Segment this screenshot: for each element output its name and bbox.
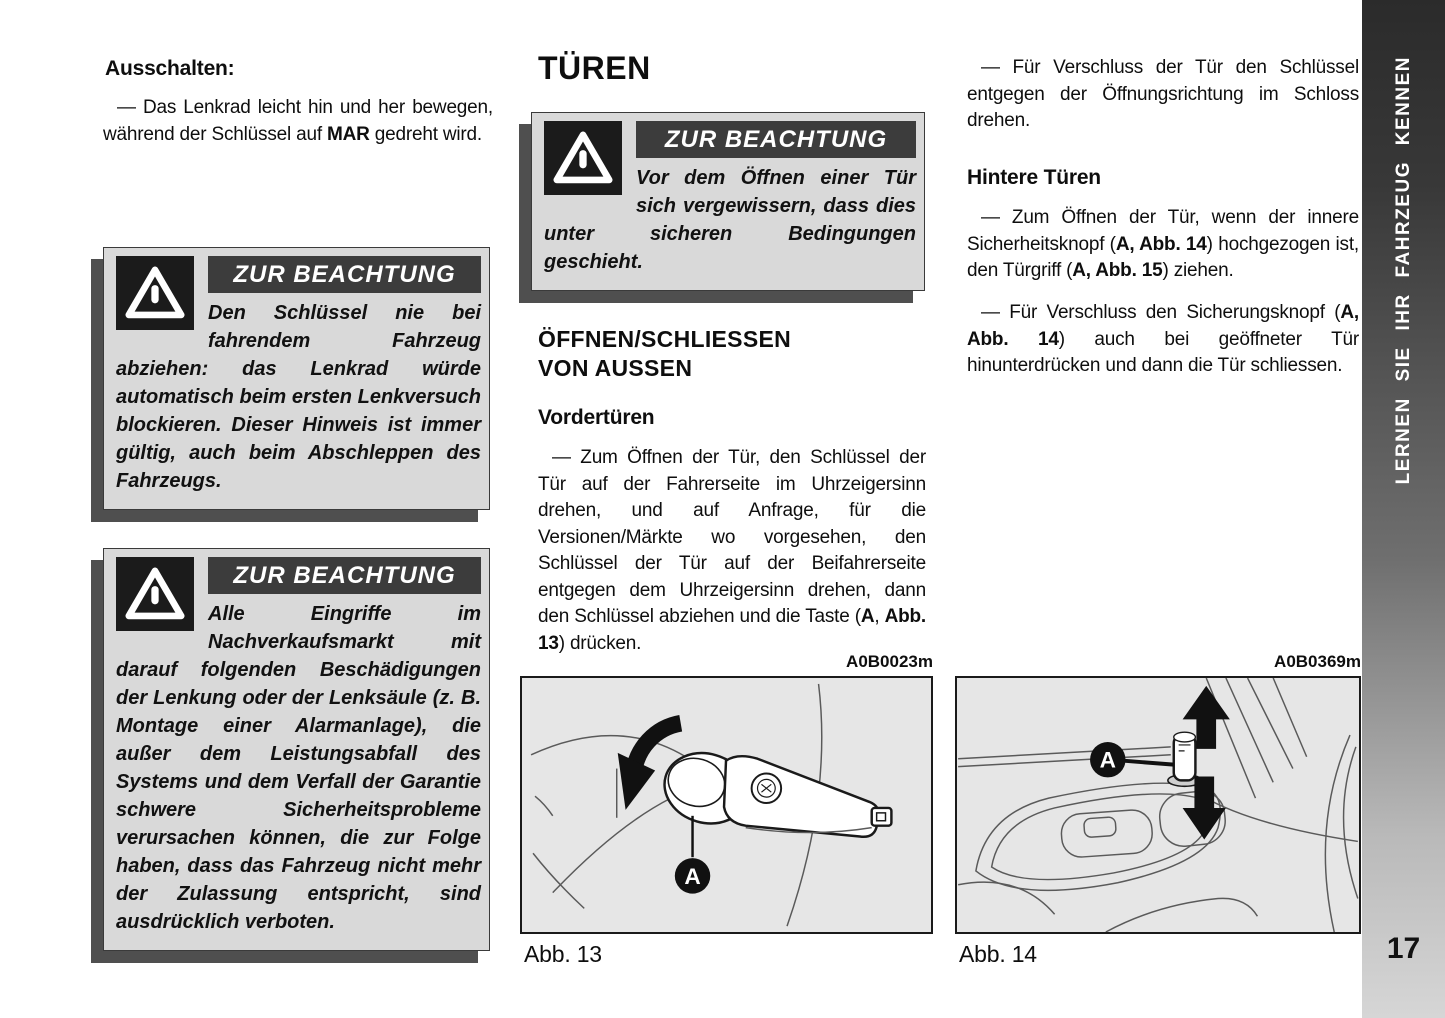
warning-header: ZUR BEACHTUNG [636, 121, 916, 158]
warning-header: ZUR BEACHTUNG [208, 557, 481, 594]
warning-triangle-icon [116, 256, 194, 330]
warning-text: Vor dem Öffnen einer Tür sich vergewissern, dass dies unter sicheren Bedingungen geschieht. [544, 167, 916, 273]
left-paragraph: — Das Lenkrad leicht hin und her bewegen, während der Schlüssel auf MAR gedreht wird. [103, 97, 493, 145]
warning-box-steering [103, 247, 490, 510]
marker-a-letter: A [684, 863, 701, 889]
figure-13-door-key-illustration [520, 676, 933, 934]
warning-header: ZUR BEACHTUNG [208, 256, 481, 293]
marker-leader-line [1124, 761, 1174, 765]
section-heading [538, 325, 791, 383]
warning-text: Alle Eingriffe im Nachverkaufsmarkt mit darauf folgenden Beschädigungen der Lenkung oder der Lenksäule (z. B. Montage einer Alarmanlage), die außer dem Leistungsabfall des Systems und dem Verfall der Garantie schwere Sicherheitsprobleme verursachen können, die zur Folge haben, dass das Fahrzeug nicht mehr der Zulassung entspricht, sind ausdrücklich verboten. [116, 603, 481, 933]
right-paragraph-3: — Für Verschluss den Sicherungsknopf (A, Abb. 14) auch bei geöffneter Tür hinunterdrücken und dann die Tür schliessen. [967, 302, 1359, 376]
warning-box-doors [531, 112, 925, 291]
warning-triangle-icon [544, 121, 622, 195]
left-column-heading: Ausschalten: [105, 57, 235, 80]
door-interior-drawing [957, 678, 1359, 932]
right-paragraph-1: — Für Verschluss der Tür den Schlüssel entgegen der Öffnungsrichtung im Schloss drehen. [967, 57, 1359, 131]
chapter-side-tab [1362, 0, 1445, 1018]
warning-triangle-icon [116, 557, 194, 631]
page-title: TÜREN [538, 50, 651, 86]
warning-box-aftermarket [103, 548, 490, 951]
figure-13-code: A0B0023m [846, 652, 933, 671]
figure-13-caption: Abb. 13 [524, 941, 602, 967]
section-heading-line1: ÖFFNEN/SCHLIESSEN [538, 326, 792, 352]
door-handle-key-drawing [522, 678, 931, 932]
middle-paragraph: — Zum Öffnen der Tür, den Schlüssel der Tür auf der Fahrerseite im Uhrzeigersinn drehen, und auf Anfrage, für die Versionen/Märkte wo vorgesehen, den Schlüssel der Tür auf der Beifahrerseite entgegen dem Uhrzeigersinn drehen, dann den Schlüssel abziehen und die Taste (A, Abb. 13) drücken. [538, 447, 926, 654]
section-heading-line2: VON AUSSEN [538, 355, 693, 381]
warning-text: Den Schlüssel nie bei fahrendem Fahrzeug abziehen: das Lenkrad würde automatisch beim ersten Lenkversuch blockieren. Dieser Hinweis ist immer gültig, auch beim Abschleppen des Fahrzeugs. [116, 302, 481, 492]
figure-14-caption: Abb. 14 [959, 941, 1037, 967]
right-paragraph-2: — Zum Öffnen der Tür, wenn der innere Sicherheitsknopf (A, Abb. 14) hochgezogen ist, den Türgriff (A, Abb. 15) ziehen. [967, 207, 1359, 281]
marker-a-letter: A [1099, 747, 1116, 773]
subheading-front-doors: Vordertüren [538, 406, 655, 429]
page-number: 17 [1386, 932, 1421, 965]
subheading-rear-doors: Hintere Türen [967, 166, 1101, 189]
figure-14-code: A0B0369m [1274, 652, 1361, 671]
figure-14-lock-knob-illustration [955, 676, 1361, 934]
chapter-title-vertical: LERNEN SIE IHR FAHRZEUG KENNEN [1392, 56, 1414, 485]
